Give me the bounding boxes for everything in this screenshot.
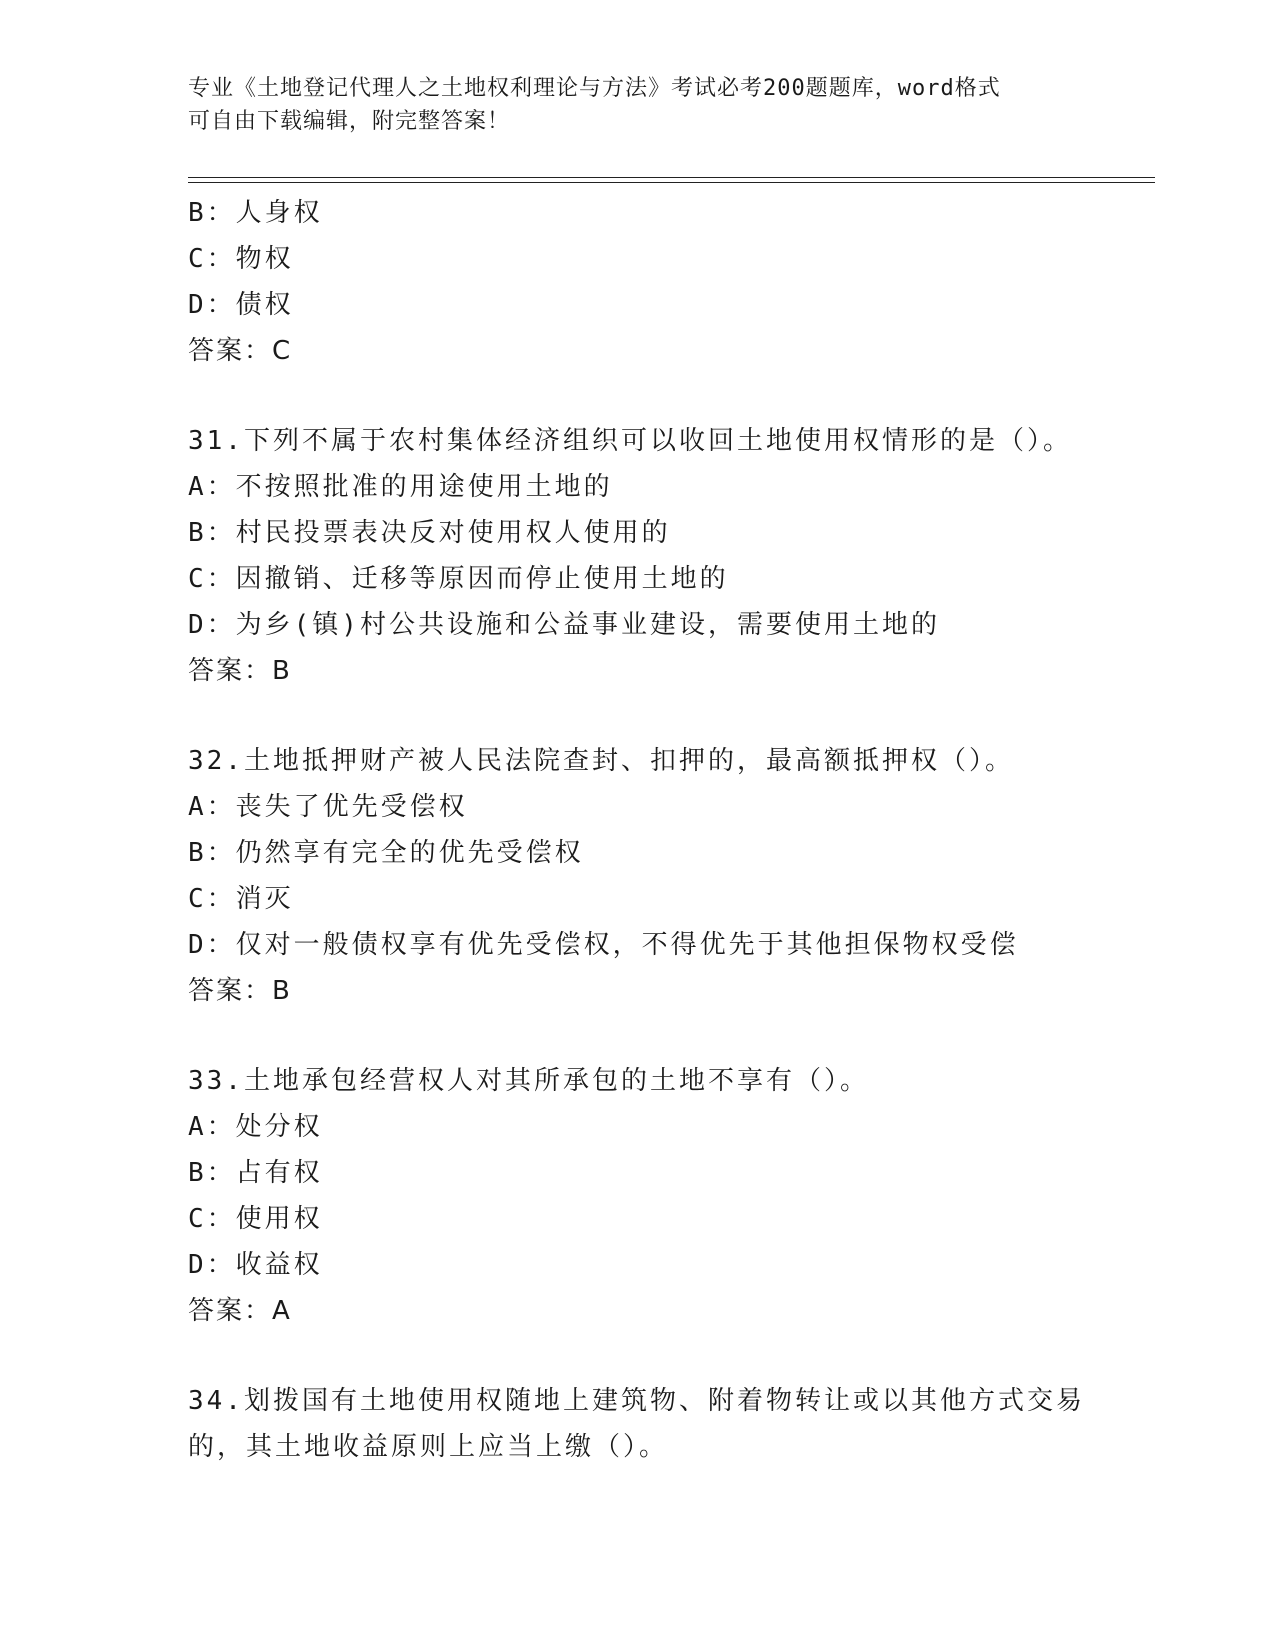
question-34 [188,1378,1148,1470]
option-d: D：收益权 [188,1250,323,1280]
question-stem: 31.下列不属于农村集体经济组织可以收回土地使用权情形的是（）。 [188,426,1072,456]
answer-line: 答案：B [188,976,292,1006]
question-stem-line-1: 34.划拨国有土地使用权随地上建筑物、附着物转让或以其他方式交易 [188,1386,1085,1416]
option-b: B：仍然享有完全的优先受偿权 [188,838,584,868]
answer-line: 答案：C [188,336,293,366]
question-30-continued [188,190,1148,374]
option-c: C：使用权 [188,1204,323,1234]
header-title-line-1: 专业《土地登记代理人之土地权利理论与方法》考试必考200题题库，word格式 [188,76,1001,101]
question-31 [188,418,1148,694]
option-a: A：处分权 [188,1112,323,1142]
option-b: B：人身权 [188,198,323,228]
question-32 [188,738,1148,1014]
spacer [188,374,1148,418]
spacer [188,1014,1148,1058]
option-d: D：仅对一般债权享有优先受偿权，不得优先于其他担保物权受偿 [188,930,1019,960]
question-stem: 33.土地承包经营权人对其所承包的土地不享有（）。 [188,1066,869,1096]
option-b: B：占有权 [188,1158,323,1188]
question-33 [188,1058,1148,1334]
header-title-line-2: 可自由下载编辑，附完整答案！ [188,109,511,134]
document-header [188,72,1078,138]
answer-line: 答案：B [188,656,292,686]
spacer [188,1334,1148,1378]
header-divider-bottom [188,182,1155,183]
option-d: D：债权 [188,290,294,320]
option-c: C：物权 [188,244,294,274]
answer-line: 答案：A [188,1296,292,1326]
header-divider-top [188,177,1155,178]
question-list [188,190,1148,1470]
option-b: B：村民投票表决反对使用权人使用的 [188,518,671,548]
spacer [188,694,1148,738]
option-d: D：为乡(镇)村公共设施和公益事业建设，需要使用土地的 [188,610,940,640]
option-a: A：不按照批准的用途使用土地的 [188,472,613,502]
option-a: A：丧失了优先受偿权 [188,792,468,822]
question-stem-line-2: 的，其土地收益原则上应当上缴（）。 [188,1432,669,1462]
option-c: C：因撤销、迁移等原因而停止使用土地的 [188,564,729,594]
option-c: C：消灭 [188,884,294,914]
question-stem: 32.土地抵押财产被人民法院查封、扣押的，最高额抵押权（）。 [188,746,1014,776]
